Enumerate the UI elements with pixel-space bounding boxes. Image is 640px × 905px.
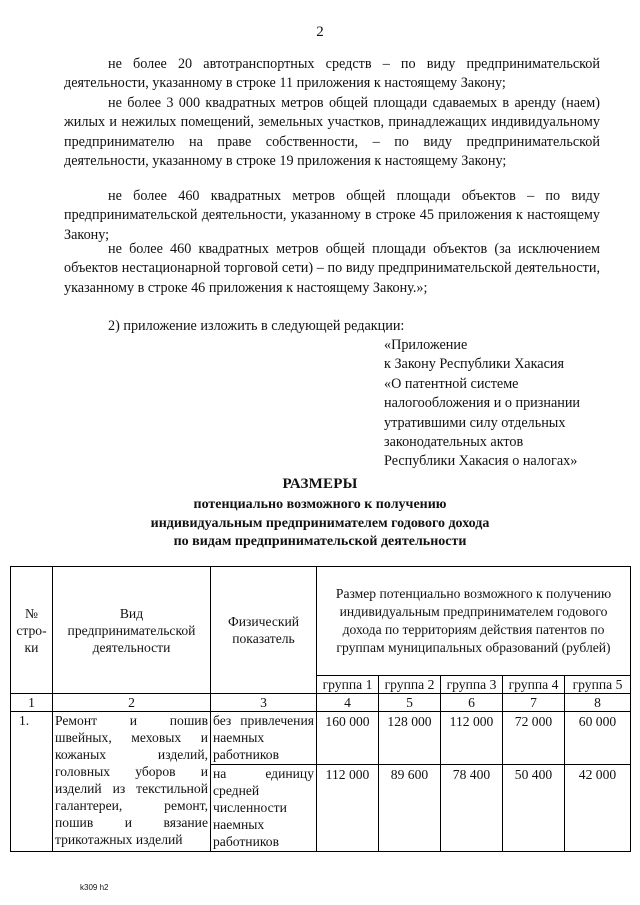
header-group: группа 3 <box>441 676 503 694</box>
paragraph-3: не более 460 квадратных метров общей площади объектов – по виду предпринимательской деятельности, указанному в строке 45 приложения к настоящему Закону; <box>64 188 600 243</box>
paragraph-4: не более 460 квадратных метров общей площади объектов (за исключением объектов нестационарной торговой сети) – по виду предпринимательской деятельности, указанному в строке 46 приложения к настоящему Закону.»; <box>64 241 600 296</box>
paragraph-2: не более 3 000 квадратных метров общей площади сдаваемых в аренду (наем) жилых и нежилых помещений, земельных участков, принадлежащих индивидуальному предпринимателю на праве собственности, – по виду предпринимательской деятельности, указанному в строке 19 приложения к настоящему Закону; <box>64 95 600 170</box>
indicator-cell: на единицу средней численности наемных работников <box>211 765 317 852</box>
table-row <box>11 712 631 765</box>
header-activity: Вид предпринимательской деятельности <box>53 567 211 694</box>
value-cell: 50 400 <box>503 765 565 852</box>
column-number: 3 <box>211 694 317 712</box>
value-cell: 160 000 <box>317 712 379 765</box>
subtitle-line: индивидуальным предпринимателем годового дохода <box>150 515 490 531</box>
value-cell: 42 000 <box>565 765 631 852</box>
appendix-line: к Закону Республики Хакасия <box>384 356 564 373</box>
subtitle-line: потенциально возможного к получению <box>193 497 447 512</box>
column-number: 1 <box>11 694 53 712</box>
column-number: 5 <box>379 694 441 712</box>
value-cell: 112 000 <box>317 765 379 852</box>
table-column-number-row <box>11 694 631 712</box>
appendix-reference <box>384 336 624 472</box>
document-subtitle <box>0 496 640 552</box>
header-group: группа 1 <box>317 676 379 694</box>
header-row-number: № стро-ки <box>11 567 53 694</box>
income-table <box>10 566 631 852</box>
header-group: группа 2 <box>379 676 441 694</box>
column-number: 6 <box>441 694 503 712</box>
paragraph-1: не более 20 автотранспортных средств – по виду предпринимательской деятельности, указанному в строке 11 приложения к настоящему Закону; <box>64 56 600 92</box>
column-number: 2 <box>53 694 211 712</box>
value-cell: 89 600 <box>379 765 441 852</box>
column-number: 4 <box>317 694 379 712</box>
activity-cell: Ремонт и пошив швейных, меховых и кожаных изделий, головных уборов и изделий из текстильной галантереи, ремонт, пошив и вязание трикотажных изделий <box>53 712 211 852</box>
subtitle-line: по видам предпринимательской деятельности <box>173 534 467 549</box>
paragraph-5: 2) приложение изложить в следующей редакции: <box>108 318 405 334</box>
appendix-line: законодательных актов <box>384 434 524 451</box>
value-cell: 128 000 <box>379 712 441 765</box>
header-group: группа 5 <box>565 676 631 694</box>
header-indicator: Физический показатель <box>211 567 317 694</box>
appendix-line: «Приложение <box>384 337 468 353</box>
appendix-line: Республики Хакасия о налогах» <box>384 453 578 470</box>
footer-code: k309 h2 <box>80 883 109 892</box>
column-number: 8 <box>565 694 631 712</box>
value-cell: 112 000 <box>441 712 503 765</box>
column-number: 7 <box>503 694 565 712</box>
page-number: 2 <box>316 24 324 40</box>
value-cell: 72 000 <box>503 712 565 765</box>
appendix-line: утратившими силу отдельных <box>384 414 566 431</box>
document-title: РАЗМЕРЫ <box>282 476 358 492</box>
table-header-row <box>11 567 631 676</box>
value-cell: 78 400 <box>441 765 503 852</box>
value-cell: 60 000 <box>565 712 631 765</box>
appendix-line: «О патентной системе <box>384 375 519 392</box>
indicator-cell: без привлечения наемных работников <box>211 712 317 765</box>
header-income: Размер потенциально возможного к получению индивидуальным предпринимателем годового дохода по территориям действия патентов по группам муниципальных образований (рублей) <box>317 567 631 676</box>
appendix-line: налогообложения и о признании <box>384 395 581 412</box>
header-group: группа 4 <box>503 676 565 694</box>
row-number: 1. <box>11 712 53 852</box>
